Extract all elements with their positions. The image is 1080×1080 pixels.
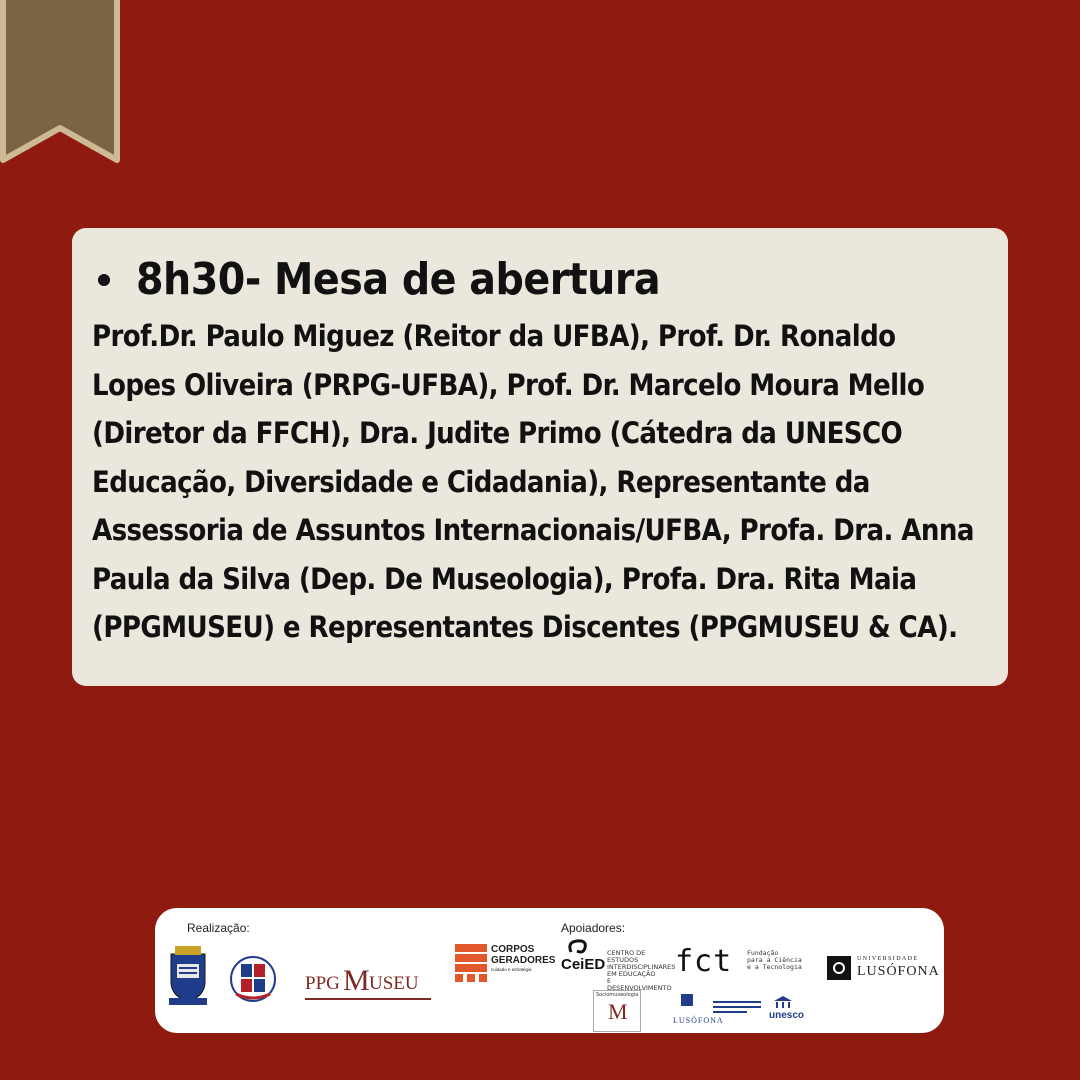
session-title-text: 8h30- Mesa de abertura: [136, 254, 661, 305]
ceied-logo: [561, 938, 676, 992]
ceied-swirl-icon: [565, 938, 595, 956]
unesco-chair-logo: [673, 994, 815, 1030]
sociomuseologia-m: M: [608, 999, 628, 1024]
corpos-line2: GERADORES: [491, 955, 556, 966]
fct-name: fct: [675, 944, 733, 979]
lusofona-logo: [827, 956, 939, 984]
ceied-line3: EM EDUCAÇÃO: [607, 970, 656, 978]
bullet-icon: [98, 274, 110, 286]
corpos-tag: cuidado e estratégia: [491, 967, 532, 972]
sociomuseologia-logo: [593, 990, 641, 1032]
sponsors-footer: [155, 908, 944, 1033]
fct-logo: [675, 946, 805, 986]
fct-line2: para a Ciência: [747, 956, 802, 964]
ppgmuseu-logo: [305, 966, 431, 1000]
ppgmuseu-prefix: PPG: [305, 973, 340, 994]
ufba-crest-icon: [165, 944, 211, 1008]
unesco-text: unesco: [769, 1010, 805, 1021]
corpos-geradores-logo: [455, 942, 555, 986]
ffch-crest-icon: [230, 954, 276, 1004]
ceied-name: CeiED: [561, 956, 606, 973]
ceied-line4: E DESENVOLVIMENTO: [607, 977, 672, 992]
ceied-line1: CENTRO DE ESTUDOS: [607, 949, 646, 964]
corpos-line1: CORPOS: [491, 944, 535, 955]
ppgmuseu-suffix: USEU: [369, 973, 419, 994]
fct-line3: e a Tecnologia: [747, 963, 802, 971]
session-title: [92, 254, 986, 306]
lusofona-line2: LUSÓFONA: [857, 964, 940, 979]
apoiadores-label: Apoiadores:: [561, 921, 626, 935]
sociomuseologia-label: Sociomuseologia: [596, 992, 639, 998]
fct-line1: Fundação: [747, 949, 779, 957]
schedule-card: [72, 228, 1008, 686]
session-participants: Prof.Dr. Paulo Miguez (Reitor da UFBA), Prof. Dr. Ronaldo Lopes Oliveira (PRPG-UFBA), Prof. Dr. Marcelo Moura Mello (Diretor da FFCH), Dra. Judite Primo (Cátedra da UNESCO Educação, Diversidade e Cidadania), Representante da Assessoria de Assuntos Internacionais/UFBA, Profa. Dra. Anna Paula da Silva (Dep. De Museologia), Profa. Dra. Rita Maia (PPGMUSEU) e Representantes Discentes (PPGMUSEU & CA).: [92, 319, 974, 644]
bookmark-ribbon-icon: [0, 0, 120, 170]
ppgmuseu-m: M: [343, 964, 370, 997]
ceied-line2: INTERDISCIPLINARES: [607, 963, 676, 971]
unesco-temple-icon: [773, 996, 793, 1010]
lusofona-line1: UNIVERSIDADE: [857, 956, 919, 962]
lusofona-small-emblem-icon: [681, 994, 693, 1006]
lusofona-emblem-icon: [827, 956, 851, 980]
corpos-geradores-icon: [455, 944, 487, 982]
realizacao-label: Realização:: [187, 921, 250, 935]
lusofona-small-text: LUSÓFONA: [673, 1016, 724, 1025]
